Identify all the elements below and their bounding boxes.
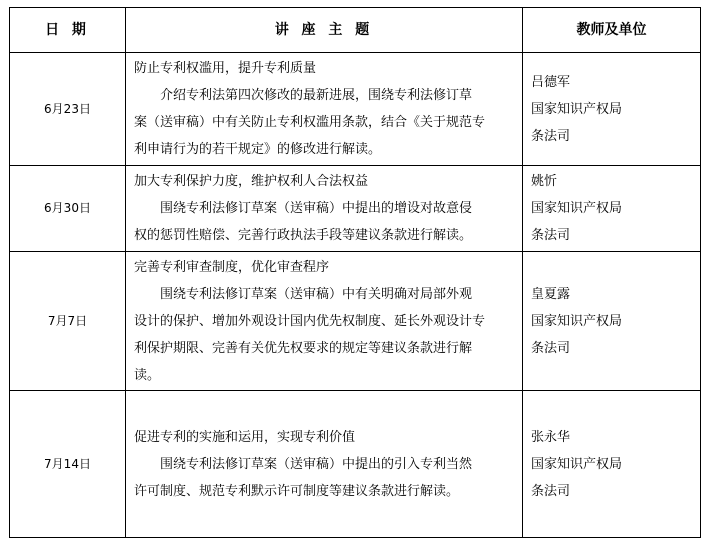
topic-desc-line: 利保护期限、完善有关优先权要求的规定等建议条款进行解 [134, 335, 514, 362]
teacher-cell [523, 166, 701, 252]
topic-desc-line: 许可制度、规范专利默示许可制度等建议条款进行解读。 [134, 478, 514, 505]
topic-desc-line: 围绕专利法修订草案（送审稿）中提出的引入专利当然 [134, 451, 514, 478]
topic-title: 完善专利审查制度，优化审查程序 [134, 254, 514, 281]
topic-cell [126, 166, 523, 252]
table-row [10, 166, 701, 252]
topic-desc-line: 读。 [134, 362, 514, 389]
topic-cell [126, 53, 523, 166]
teacher-cell [523, 53, 701, 166]
teacher-unit: 条法司 [531, 123, 692, 150]
date-cell: 7月7日 [10, 252, 126, 391]
teacher-unit: 条法司 [531, 335, 692, 362]
teacher-name: 张永华 [531, 424, 692, 451]
table-row [10, 252, 701, 391]
topic-desc-line: 介绍专利法第四次修改的最新进展，围绕专利法修订草 [134, 82, 514, 109]
teacher-unit: 国家知识产权局 [531, 96, 692, 123]
header-date: 日 期 [10, 8, 126, 53]
teacher-unit: 国家知识产权局 [531, 195, 692, 222]
teacher-cell [523, 391, 701, 538]
topic-cell [126, 391, 523, 538]
header-topic: 讲 座 主 题 [126, 8, 523, 53]
topic-desc-line: 权的惩罚性赔偿、完善行政执法手段等建议条款进行解读。 [134, 222, 514, 249]
table-row [10, 53, 701, 166]
header-teacher: 教师及单位 [523, 8, 701, 53]
topic-title: 加大专利保护力度，维护权利人合法权益 [134, 168, 514, 195]
topic-desc-line: 设计的保护、增加外观设计国内优先权制度、延长外观设计专 [134, 308, 514, 335]
topic-desc-line: 围绕专利法修订草案（送审稿）中提出的增设对故意侵 [134, 195, 514, 222]
teacher-cell [523, 252, 701, 391]
topic-title: 防止专利权滥用，提升专利质量 [134, 55, 514, 82]
teacher-name: 吕德军 [531, 69, 692, 96]
teacher-unit: 国家知识产权局 [531, 308, 692, 335]
topic-title: 促进专利的实施和运用，实现专利价值 [134, 424, 514, 451]
topic-desc-line: 围绕专利法修订草案（送审稿）中有关明确对局部外观 [134, 281, 514, 308]
teacher-name: 姚忻 [531, 168, 692, 195]
date-cell: 6月30日 [10, 166, 126, 252]
date-cell: 7月14日 [10, 391, 126, 538]
topic-desc-line: 案（送审稿）中有关防止专利权滥用条款，结合《关于规范专 [134, 109, 514, 136]
table-row [10, 391, 701, 538]
topic-desc-line: 利申请行为的若干规定》的修改进行解读。 [134, 136, 514, 163]
lecture-schedule-table [9, 7, 701, 538]
header-row [10, 8, 701, 53]
date-cell: 6月23日 [10, 53, 126, 166]
teacher-unit: 条法司 [531, 478, 692, 505]
teacher-unit: 条法司 [531, 222, 692, 249]
topic-cell [126, 252, 523, 391]
teacher-name: 皇夏露 [531, 281, 692, 308]
teacher-unit: 国家知识产权局 [531, 451, 692, 478]
